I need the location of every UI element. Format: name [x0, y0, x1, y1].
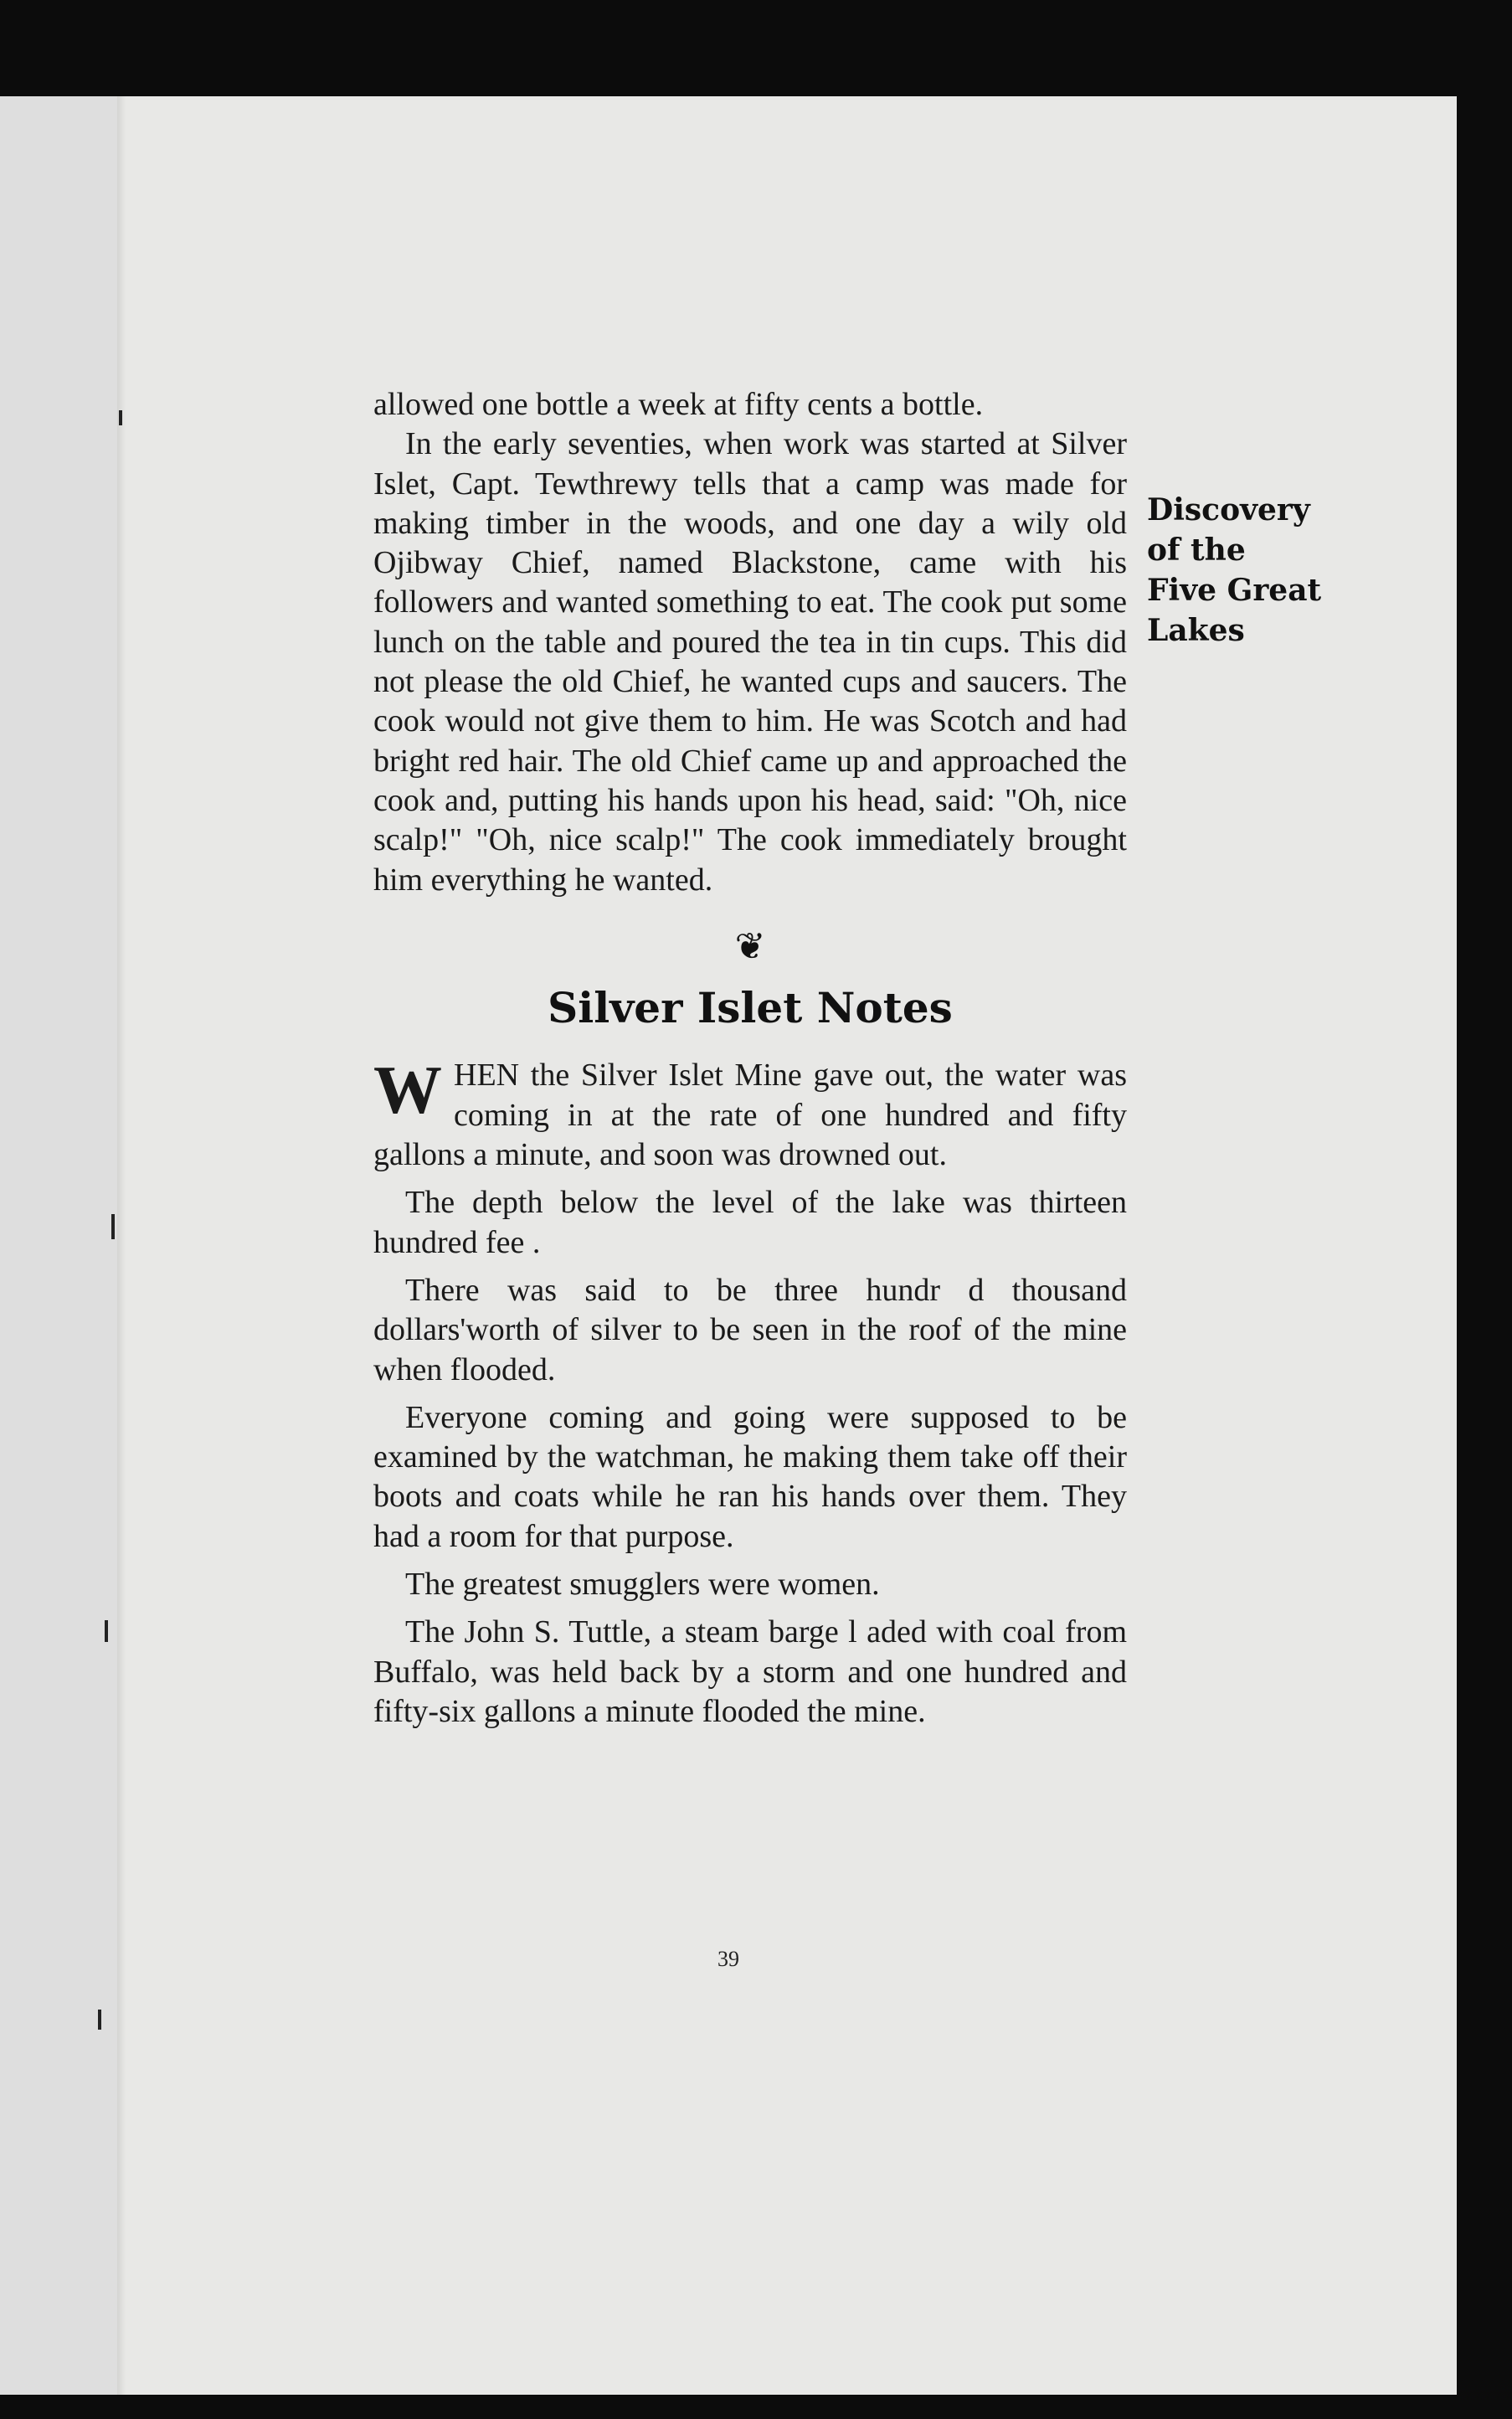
paragraph: There was said to be three hundr d thousand dollars'worth of silver to be seen in the roof of the mine when flooded.: [373, 1272, 1127, 1387]
text-column: [373, 385, 1127, 1732]
sidebar-title-line: of the: [1147, 533, 1246, 568]
page-gutter: [117, 96, 126, 2395]
page-number: 39: [717, 1947, 739, 1971]
scan-speck: [111, 1214, 115, 1239]
paragraph: The greatest smugglers were women.: [405, 1567, 880, 1603]
paragraph: The John S. Tuttle, a steam barge l aded with coal from Buffalo, was held back by a storm and one hundred and fifty-six gallons a minute flooded the mine.: [373, 1614, 1127, 1729]
sidebar-title: [1147, 490, 1331, 651]
scan-speck: [105, 1620, 108, 1642]
sidebar-title-line: Five Great: [1147, 573, 1322, 608]
sidebar-title-line: Lakes: [1147, 613, 1245, 648]
drop-cap: W: [373, 1052, 442, 1129]
paragraph-text: HEN the Silver Islet Mine gave out, the water was coming in at the rate of one hundred and fifty gallons a minute, and soon was drowned out.: [373, 1058, 1127, 1173]
book-page: [0, 96, 1457, 2395]
sidebar-title-line: Discovery: [1147, 492, 1310, 528]
paragraph: The depth below the level of the lake was thirteen hundred fee .: [373, 1185, 1127, 1260]
paragraph: In the early seventies, when work was started at Silver Islet, Capt. Tewthrewy tells that a camp was made for making timber in the woods, and one day a wily old Ojibway Chief, named Blackstone, came with his followers and wanted something to eat. The cook put some lunch on the table and poured the tea in tin cups. This did not please the old Chief, he wanted cups and saucers. The cook would not give them to him. He was Scotch and had bright red hair. The old Chief came up and approached the cook and, putting his hands upon his head, said: "Oh, nice scalp!" "Oh, nice scalp!" The cook immediately brought him everything he wanted.: [373, 426, 1127, 898]
ornament-icon: ❦: [734, 925, 766, 967]
paragraph: [373, 1052, 1127, 1175]
scan-speck: [119, 410, 122, 425]
paragraph: allowed one bottle a week at fifty cents a bottle.: [373, 387, 984, 422]
scan-speck: [98, 2010, 101, 2030]
section-heading: Silver Islet Notes: [548, 983, 953, 1033]
facing-page-edge: [0, 96, 117, 2395]
paragraph: Everyone coming and going were supposed to be examined by the watchman, he making them take off their boots and coats while he ran his hands over them. They had a room for that purpose.: [373, 1399, 1127, 1554]
